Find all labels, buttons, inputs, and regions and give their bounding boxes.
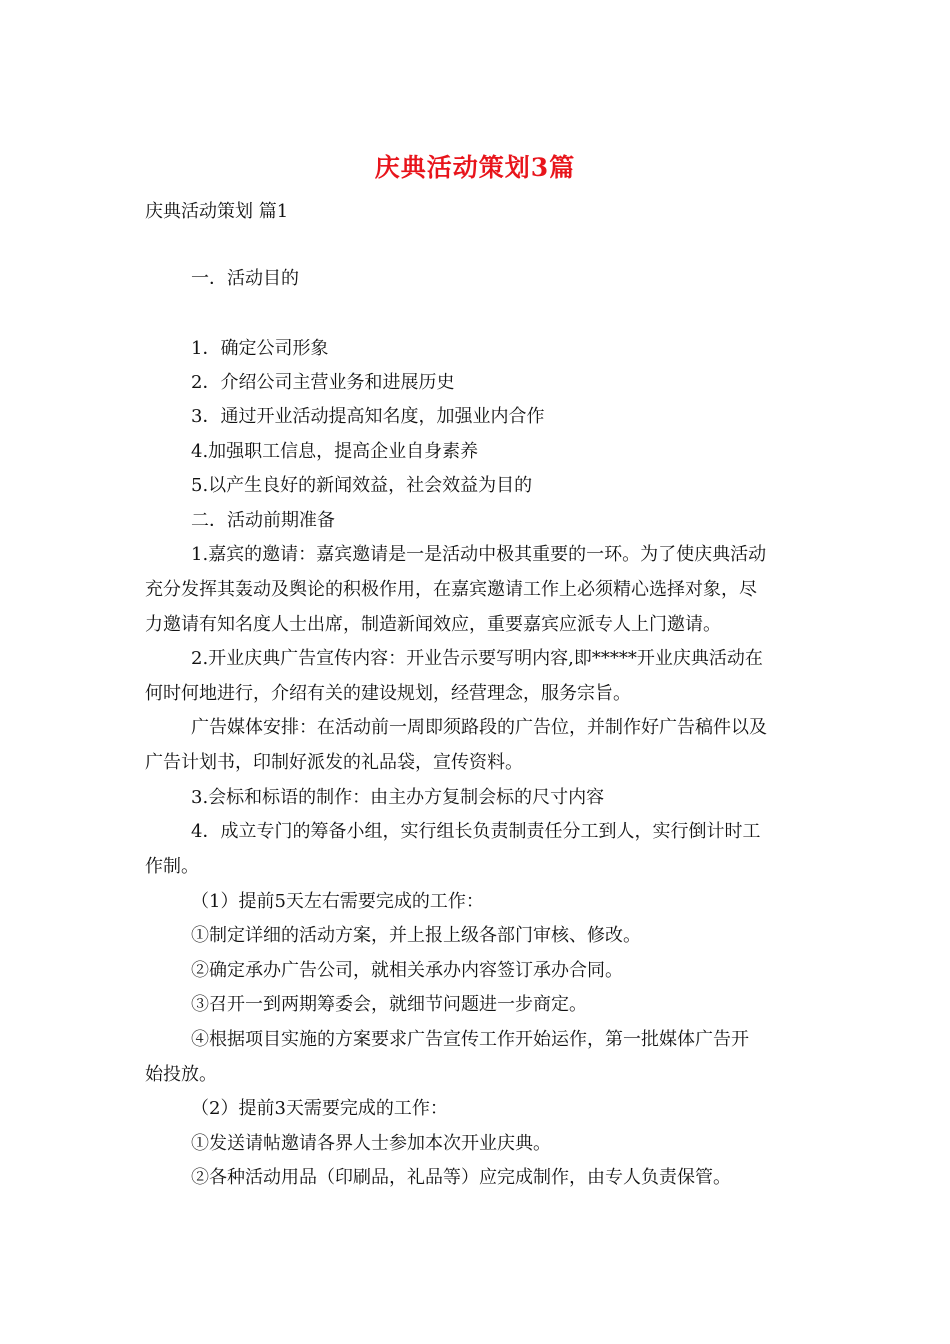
paragraph-line: 力邀请有知名度人士出席，制造新闻效应，重要嘉宾应派专人上门邀请。 [145,614,721,635]
paragraph-line: 作制。 [145,856,199,877]
list-item: 1．确定公司形象 [191,338,329,359]
paragraph-line: 3.会标和标语的制作：由主办方复制会标的尺寸内容 [191,787,605,808]
paragraph-line: 4．成立专门的筹备小组，实行组长负责制责任分工到人，实行倒计时工 [191,821,761,842]
subheading: 二．活动前期准备 [191,510,335,531]
paragraph-line: 始投放。 [145,1064,217,1085]
list-item: ③召开一到两期筹委会，就细节问题进一步商定。 [191,994,587,1015]
list-item: ④根据项目实施的方案要求广告宣传工作开始运作，第一批媒体广告开 [191,1029,749,1050]
paragraph-line: （2）提前3天需要完成的工作： [191,1098,448,1119]
list-item: ②各种活动用品（印刷品，礼品等）应完成制作，由专人负责保管。 [191,1167,731,1188]
paragraph-line: 充分发挥其轰动及舆论的积极作用，在嘉宾邀请工作上必须精心选择对象，尽 [145,579,757,600]
list-item: 5.以产生良好的新闻效益，社会效益为目的 [191,475,533,496]
list-item: 3．通过开业活动提高知名度，加强业内合作 [191,406,545,427]
paragraph-line: 2.开业庆典广告宣传内容：开业告示要写明内容,即*****开业庆典活动在 [191,648,763,669]
list-item: ②确定承办广告公司，就相关承办内容签订承办合同。 [191,960,623,981]
paragraph-line: （1）提前5天左右需要完成的工作： [191,891,484,912]
paragraph-line: 广告计划书，印制好派发的礼品袋，宣传资料。 [145,752,523,773]
section-heading: 庆典活动策划 篇1 [145,201,289,222]
paragraph-line: 何时何地进行，介绍有关的建设规划，经营理念，服务宗旨。 [145,683,631,704]
document-title: 庆典活动策划3篇 [374,153,576,182]
paragraph-line: 广告媒体安排：在活动前一周即须路段的广告位，并制作好广告稿件以及 [191,717,767,738]
list-item: 2．介绍公司主营业务和进展历史 [191,372,455,393]
list-item: ①发送请帖邀请各界人士参加本次开业庆典。 [191,1133,551,1154]
subheading: 一．活动目的 [191,268,299,289]
paragraph-line: 1.嘉宾的邀请：嘉宾邀请是一是活动中极其重要的一环。为了使庆典活动 [191,544,767,565]
list-item: 4.加强职工信息，提高企业自身素养 [191,441,479,462]
list-item: ①制定详细的活动方案，并上报上级各部门审核、修改。 [191,925,641,946]
